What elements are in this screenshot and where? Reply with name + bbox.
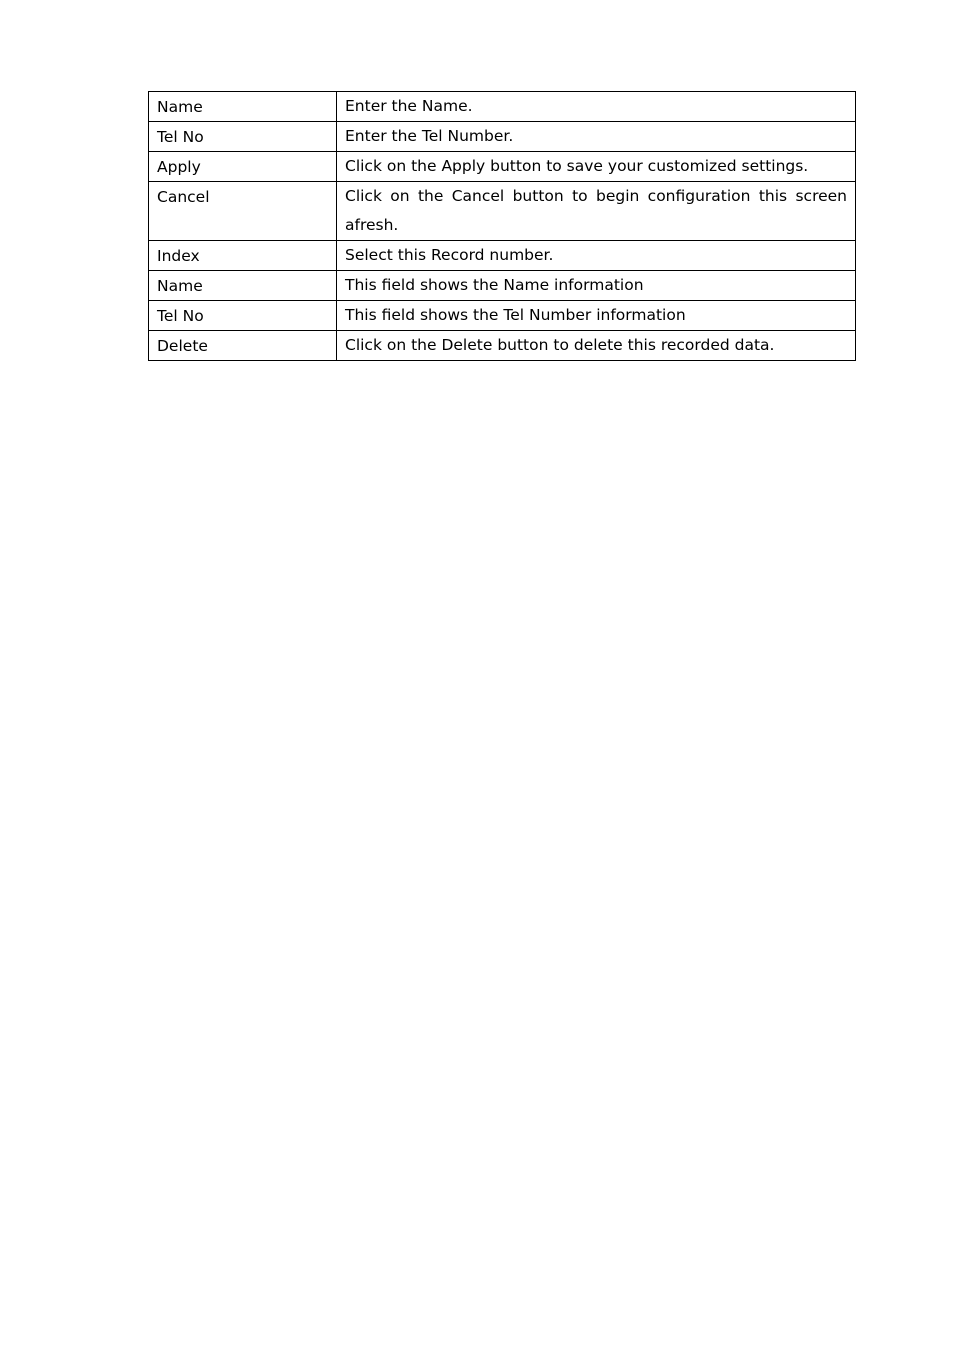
field-name-cell: Apply [149,152,337,182]
field-name-cell: Index [149,241,337,271]
field-name-cell: Delete [149,331,337,361]
table-row [149,182,856,241]
table-row [149,241,856,271]
field-description-table [148,91,856,361]
field-description-cell: Click on the Cancel button to begin configuration this screen afresh. [337,182,856,241]
field-name-cell: Name [149,92,337,122]
field-description-cell: Click on the Delete button to delete this recorded data. [337,331,856,361]
field-name-cell: Cancel [149,182,337,241]
field-description-cell: Enter the Name. [337,92,856,122]
field-description-cell: Select this Record number. [337,241,856,271]
table-row [149,331,856,361]
field-description-cell: Click on the Apply button to save your customized settings. [337,152,856,182]
field-name-cell: Name [149,271,337,301]
table-row [149,301,856,331]
table-row [149,271,856,301]
field-name-cell: Tel No [149,122,337,152]
field-description-cell: This field shows the Tel Number information [337,301,856,331]
table-row [149,152,856,182]
field-description-cell: This field shows the Name information [337,271,856,301]
field-description-cell: Enter the Tel Number. [337,122,856,152]
table-row [149,122,856,152]
field-name-cell: Tel No [149,301,337,331]
table-row [149,92,856,122]
